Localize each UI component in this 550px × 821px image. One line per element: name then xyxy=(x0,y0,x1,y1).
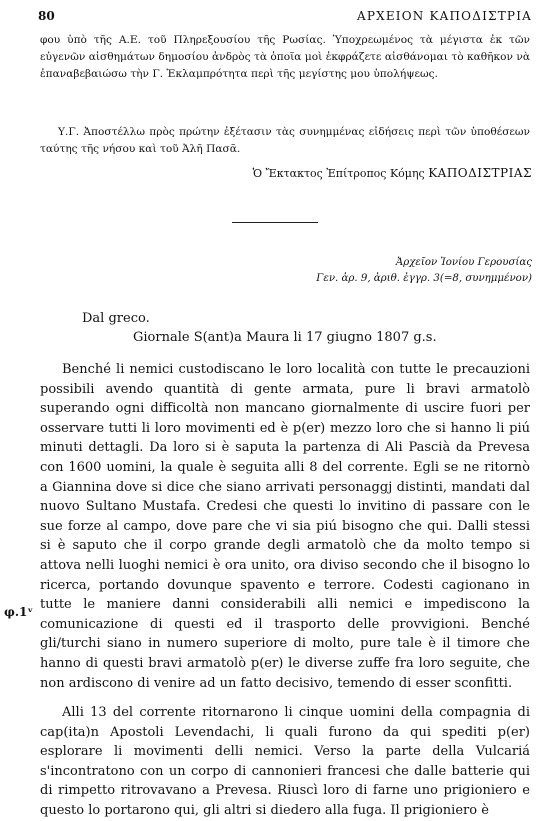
source-archive: Ἀρχεῖον Ἰονίου Γερουσίας xyxy=(395,257,532,268)
running-title: ΑΡΧΕΙΟΝ ΚΑΠΟΔΙΣΤΡΙΑ xyxy=(356,9,532,23)
page-number: 80 xyxy=(38,9,55,23)
italian-paragraph: Alli 13 del corrente ritornarono li cinque uomini della compagnia di cap(ita)n Apostoli Levendachi, li quali furono da qui spediti p(er) esplorare li movimenti delli nemici. Verso la parte della Vulcariá s'incontratono con un corpo di cannonieri francesi che dalle batterie qui di rimpetto ritrovavano a Prevesa. Riuscì loro di farne uno prigioniero e questo lo portarono qui, gli altri si diedero alla fuga. Il prigioniero è xyxy=(40,705,530,818)
dateline: Giornale S(ant)a Maura li 17 giugno 1807 g.s. xyxy=(133,330,437,345)
source-reference: Γεν. ἀρ. 9, ἀριθ. ἐγγρ. 3(=8, συνημμένον) xyxy=(316,273,532,284)
greek-postscript: Υ.Γ. Ἀποστέλλω πρὸς πρώτην ἐξέτασιν τὰς συνημμένας εἰδήσεις περὶ τῶν ὑποθέσεων ταύτης τῆς νήσου καὶ τοῦ Ἀλῆ Πασᾶ. xyxy=(40,126,530,156)
folio-margin-note: φ.1ᵛ xyxy=(4,605,34,619)
greek-paragraph: φου ὑπὸ τῆς Α.Ε. τοῦ Πληρεξουσίου τῆς Ρωσίας. Ὑποχρεωμένος τὰ μέγιστα ἐκ τῶν εὐγενῶν αἰσθημάτων δημοσίου ἀνδρὸς τὰ ὁποῖα μοὶ ἐκφράζετε αἰσθάνομαι τὸ καθῆκον νὰ ἐπαναβεβαιώσω τὴν Γ. Ἐκλαμπρότητα περὶ τῆς μεγίστης μου ὑπολήψεως. xyxy=(40,34,530,81)
signature-title: Ὁ Ἔκτακτος Ἐπίτροπος Κόμης xyxy=(252,167,429,180)
italian-paragraph: Benché li nemici custodiscano le loro località con tutte le precauzioni possibili avendo quantità di gente armata, pure li bravi armatolò superando ogni difficoltà non mancano giornalmente di uscire fuori per osservare tutti li loro movimenti ed è p(er) mezzo loro che si hanno li piú minuti dettagli. Da loro si è saputa la partenza di Ali Pascià da Prevesa con 1600 uomini, la quale è seguita alli 8 del corrente. Egli se ne ritornò a Giannina dove si dice che siano arrivati personaggj distinti, mandati dal nuovo Sultano Mustafa. Credesi che questi lo invitino di passare con le sue forze al campo, dove pare che vi sia piú bisogno che qui. Dalli stessi si è saputo che il corpo grande degli armatolò che da molto tempo si attova nelli luoghi nemici è ora unito, ora diviso secondo che il bisogno lo ricerca, portando dovunque spavento e terrore. Codesti cagionano in tutte le maniere danni considerabili alli nemici e impediscono la comunicazione di questi ed il trasporto delle provvigioni. Benché gli/turchi siano in numero superiore di molto, pure tale è il timore che hanno di questi bravi armatolò p(er) le diverse zuffe fra loro seguite, che non ardiscono di venire ad un fatto decisivo, temendo di esser sconfitti. xyxy=(40,362,530,691)
source-note xyxy=(316,255,532,287)
signature-line xyxy=(253,166,532,180)
translation-note: Dal greco. xyxy=(82,311,150,326)
signature-name: ΚΑΠΟΔΙΣΤΡΙΑΣ xyxy=(428,166,532,180)
section-divider xyxy=(232,222,318,223)
